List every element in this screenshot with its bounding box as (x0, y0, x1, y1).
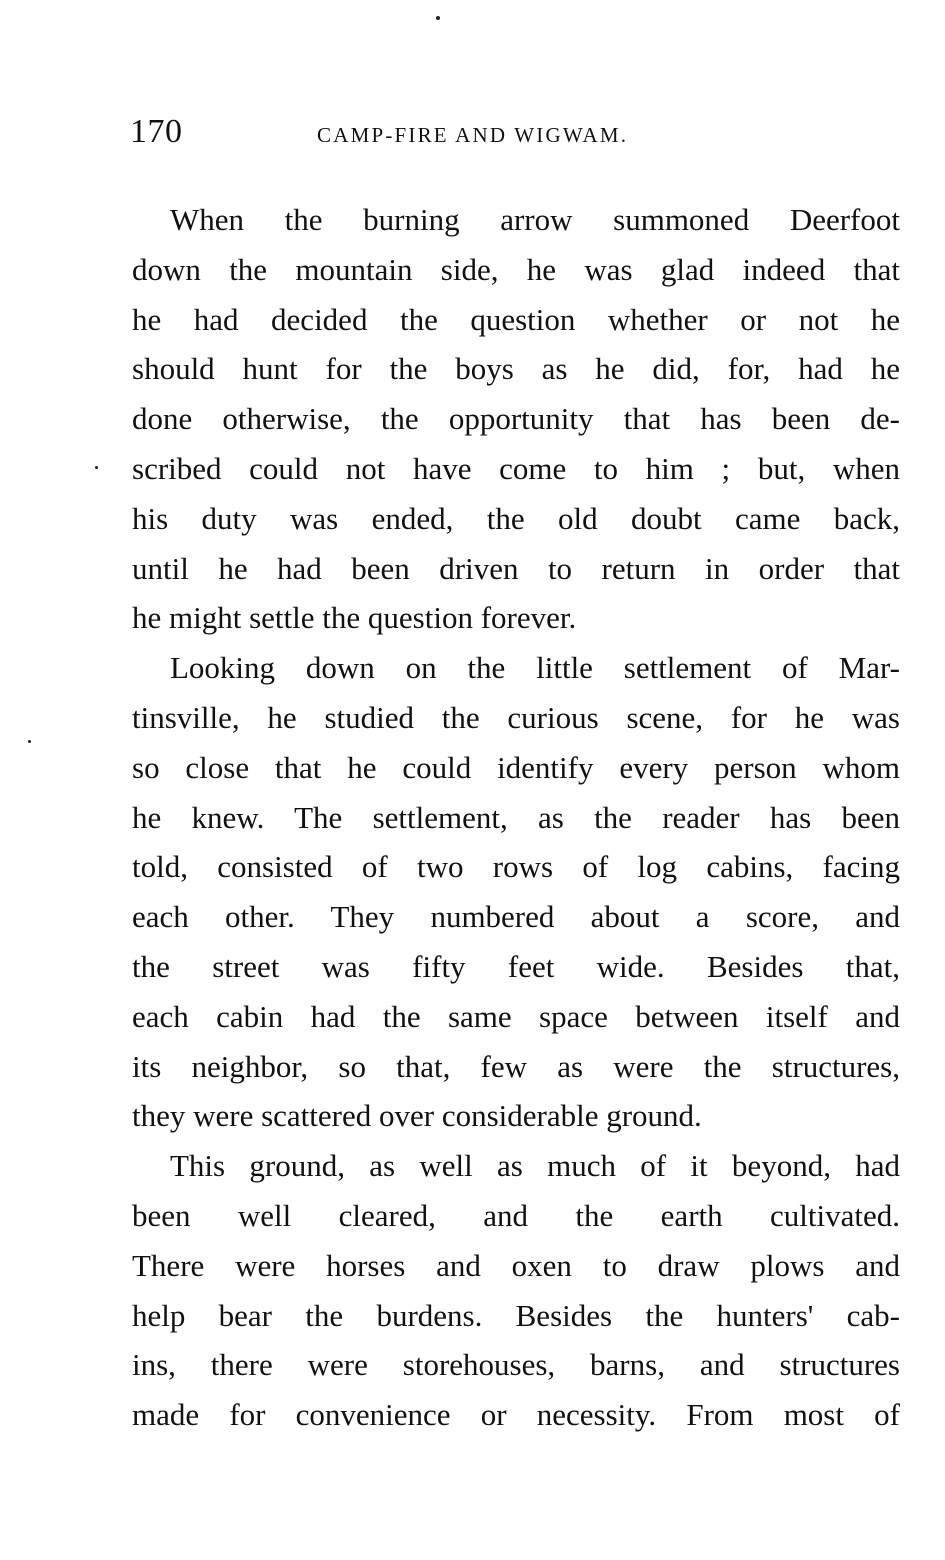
text-line: until he had been driven to return in order that (132, 550, 900, 586)
text-line: ins, there were storehouses, barns, and structures (132, 1347, 900, 1383)
paragraph-1 (132, 195, 900, 643)
text-line: they were scattered over considerable ground. (132, 1098, 702, 1134)
page-header (130, 112, 900, 162)
text-line: Looking down on the little settlement of Mar- (170, 650, 900, 686)
text-line: told, consisted of two rows of log cabins, facing (132, 849, 900, 885)
text-line: his duty was ended, the old doubt came back, (132, 500, 900, 536)
text-line: been well cleared, and the earth cultivated. (132, 1197, 900, 1233)
text-line: so close that he could identify every person whom (132, 749, 900, 785)
text-line: he might settle the question forever. (132, 600, 577, 636)
text-line: There were horses and oxen to draw plows and (132, 1247, 900, 1283)
text-line: each other. They numbered about a score, and (132, 899, 900, 935)
text-line: its neighbor, so that, few as were the structures, (132, 1048, 900, 1084)
text-line: down the mountain side, he was glad indeed that (132, 251, 900, 287)
paragraph-3 (132, 1141, 900, 1440)
print-speck (28, 740, 31, 743)
text-line: the street was fifty feet wide. Besides that, (132, 948, 900, 984)
text-line: help bear the burdens. Besides the hunters' cab- (132, 1297, 900, 1333)
text-line: done otherwise, the opportunity that has been de- (132, 401, 900, 437)
body-text (132, 195, 900, 1440)
text-line: scribed could not have come to him ; but, when (132, 450, 900, 486)
text-line: When the burning arrow summoned Deerfoot (170, 202, 900, 237)
text-line: he knew. The settlement, as the reader has been (132, 799, 900, 835)
page-number: 170 (130, 113, 183, 150)
text-line: he had decided the question whether or not he (132, 301, 900, 337)
print-speck (95, 466, 98, 469)
text-line: each cabin had the same space between itself and (132, 998, 900, 1034)
text-line: tinsville, he studied the curious scene, for he was (132, 699, 900, 735)
text-line: made for convenience or necessity. From most of (132, 1397, 900, 1433)
text-line: should hunt for the boys as he did, for, had he (132, 351, 900, 387)
text-line: This ground, as well as much of it beyond, had (170, 1148, 900, 1184)
print-speck (436, 16, 440, 20)
running-title: CAMP-FIRE AND WIGWAM. (317, 123, 629, 147)
paragraph-2 (132, 643, 900, 1141)
